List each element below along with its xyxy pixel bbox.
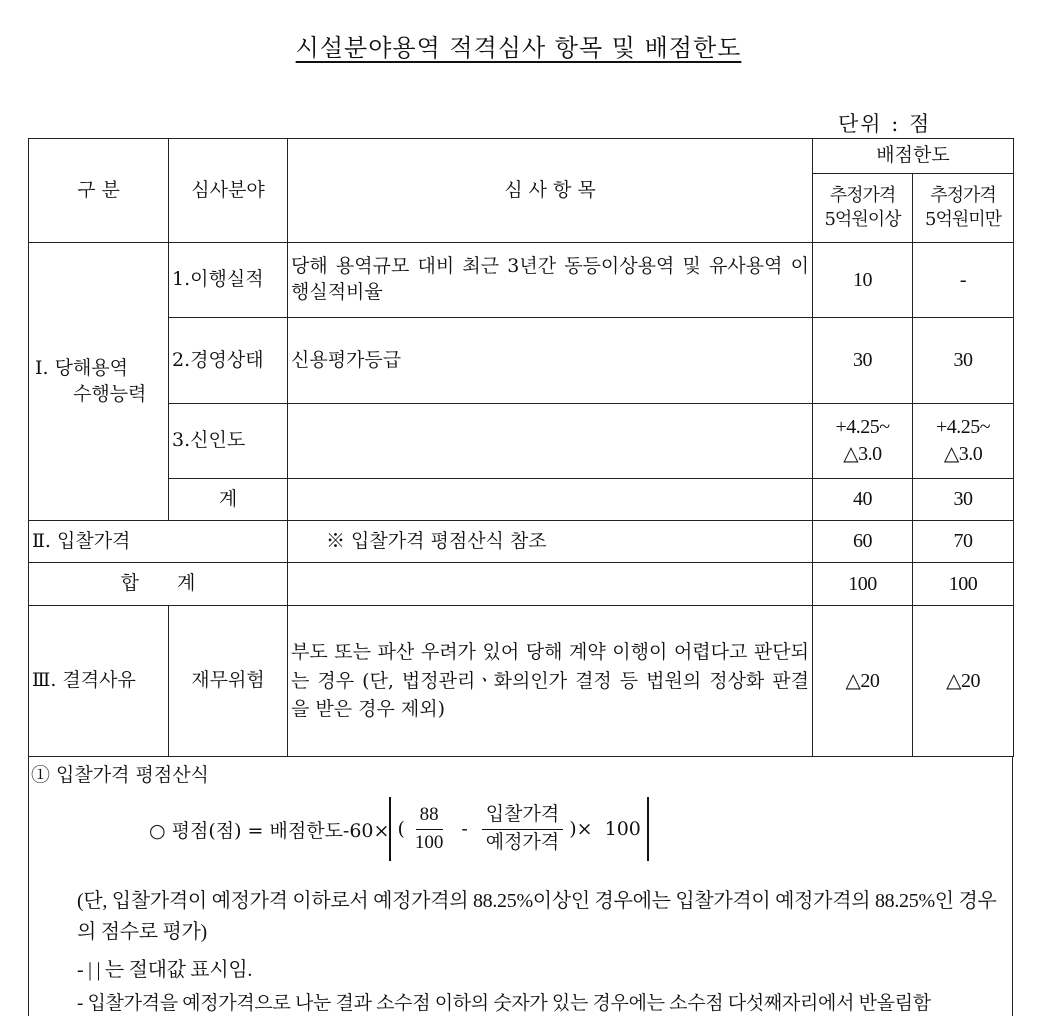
- total-a: 100: [813, 563, 913, 606]
- subtotal-a: 40: [813, 479, 913, 521]
- section3-label: Ⅲ. 결격사유: [29, 606, 169, 757]
- header-col-a: 추정가격 5억원이상: [813, 174, 913, 243]
- section3-b: △20: [913, 606, 1014, 757]
- row-item: 당해 용역규모 대비 최근 3년간 동등이상용역 및 유사용역 이행실적비율: [288, 243, 813, 318]
- section2-b: 70: [913, 521, 1014, 563]
- section3-row: [29, 606, 1014, 757]
- scoring-table: [28, 138, 1014, 757]
- row-score-a: +4.25~ △3.0: [813, 404, 913, 479]
- section2-label: Ⅱ. 입찰가격: [29, 521, 288, 563]
- section2-row: [29, 521, 1014, 563]
- header-col-b: 추정가격 5억원미만: [913, 174, 1014, 243]
- subtotal-b: 30: [913, 479, 1014, 521]
- table-row: [29, 318, 1014, 404]
- section2-item: ※ 입찰가격 평점산식 참조: [288, 521, 813, 563]
- table-row: [29, 243, 1014, 318]
- formula-equation: [149, 796, 649, 862]
- subtotal-row: [29, 479, 1014, 521]
- row-field: 2.경영상태: [169, 318, 288, 404]
- formula-heading: ① 입찰가격 평점산식: [31, 764, 209, 786]
- formula-lhs: ○ 평점(점) = 배점한도-60×: [149, 819, 390, 842]
- row-score-b: 30: [913, 318, 1014, 404]
- section2-a: 60: [813, 521, 913, 563]
- row-score-b: -: [913, 243, 1014, 318]
- total-row: [29, 563, 1014, 606]
- row-score-b: +4.25~ △3.0: [913, 404, 1014, 479]
- unit-label: 단위 : 점: [838, 112, 932, 136]
- section3-field: 재무위험: [169, 606, 288, 757]
- formula-note-1: (단, 입찰가격이 예정가격 이하로서 예정가격의 88.25%이상인 경우에는 입찰가격이 예정가격의 88.25%인 경우의 점수로 평가): [77, 890, 997, 943]
- header-field: 심사분야: [169, 139, 288, 243]
- row-field: 3.신인도: [169, 404, 288, 479]
- fraction-bid-over-estimate: $\frac{\text{입찰가격}}{\text{예정가격}}$: [482, 804, 563, 855]
- header-row: [29, 139, 1014, 174]
- header-max-score: 배점한도: [813, 139, 1014, 174]
- formula-box: [28, 756, 1013, 1016]
- formula-note-3: - 입찰가격을 예정가격으로 나눈 결과 소수점 이하의 숫자가 있는 경우에는 소수점 다섯째자리에서 반올림함: [77, 993, 931, 1014]
- total-b: 100: [913, 563, 1014, 606]
- row-score-a: 30: [813, 318, 913, 404]
- fraction-88-100: $\frac{88}{100}$: [414, 803, 444, 853]
- total-label: 합 계: [29, 563, 288, 606]
- row-score-a: 10: [813, 243, 913, 318]
- table-row: [29, 404, 1014, 479]
- section1-label: Ⅰ. 당해용역 수행능력: [29, 243, 169, 521]
- header-category: 구 분: [29, 139, 169, 243]
- section3-item: 부도 또는 파산 우려가 있어 당해 계약 이행이 어렵다고 판단되는 경우 (단, 법정관리ㆍ화의인가 결정 등 법원의 정상화 판결을 받은 경우 제외): [288, 606, 813, 757]
- row-item: 신용평가등급: [288, 318, 813, 404]
- row-field: 1.이행실적: [169, 243, 288, 318]
- row-item: [288, 404, 813, 479]
- section3-a: △20: [813, 606, 913, 757]
- subtotal-label: 계: [169, 479, 288, 521]
- formula-note-2: - | | 는 절대값 표시임.: [77, 959, 253, 981]
- absolute-value-bars: ( $\frac{88}{100}$ - $\frac{\text{입찰가격}}{\text{예정가격}}$ )× 100: [389, 797, 648, 861]
- header-items: 심 사 항 목: [288, 139, 813, 243]
- document-title: 시설분야용역 적격심사 항목 및 배점한도: [295, 34, 742, 62]
